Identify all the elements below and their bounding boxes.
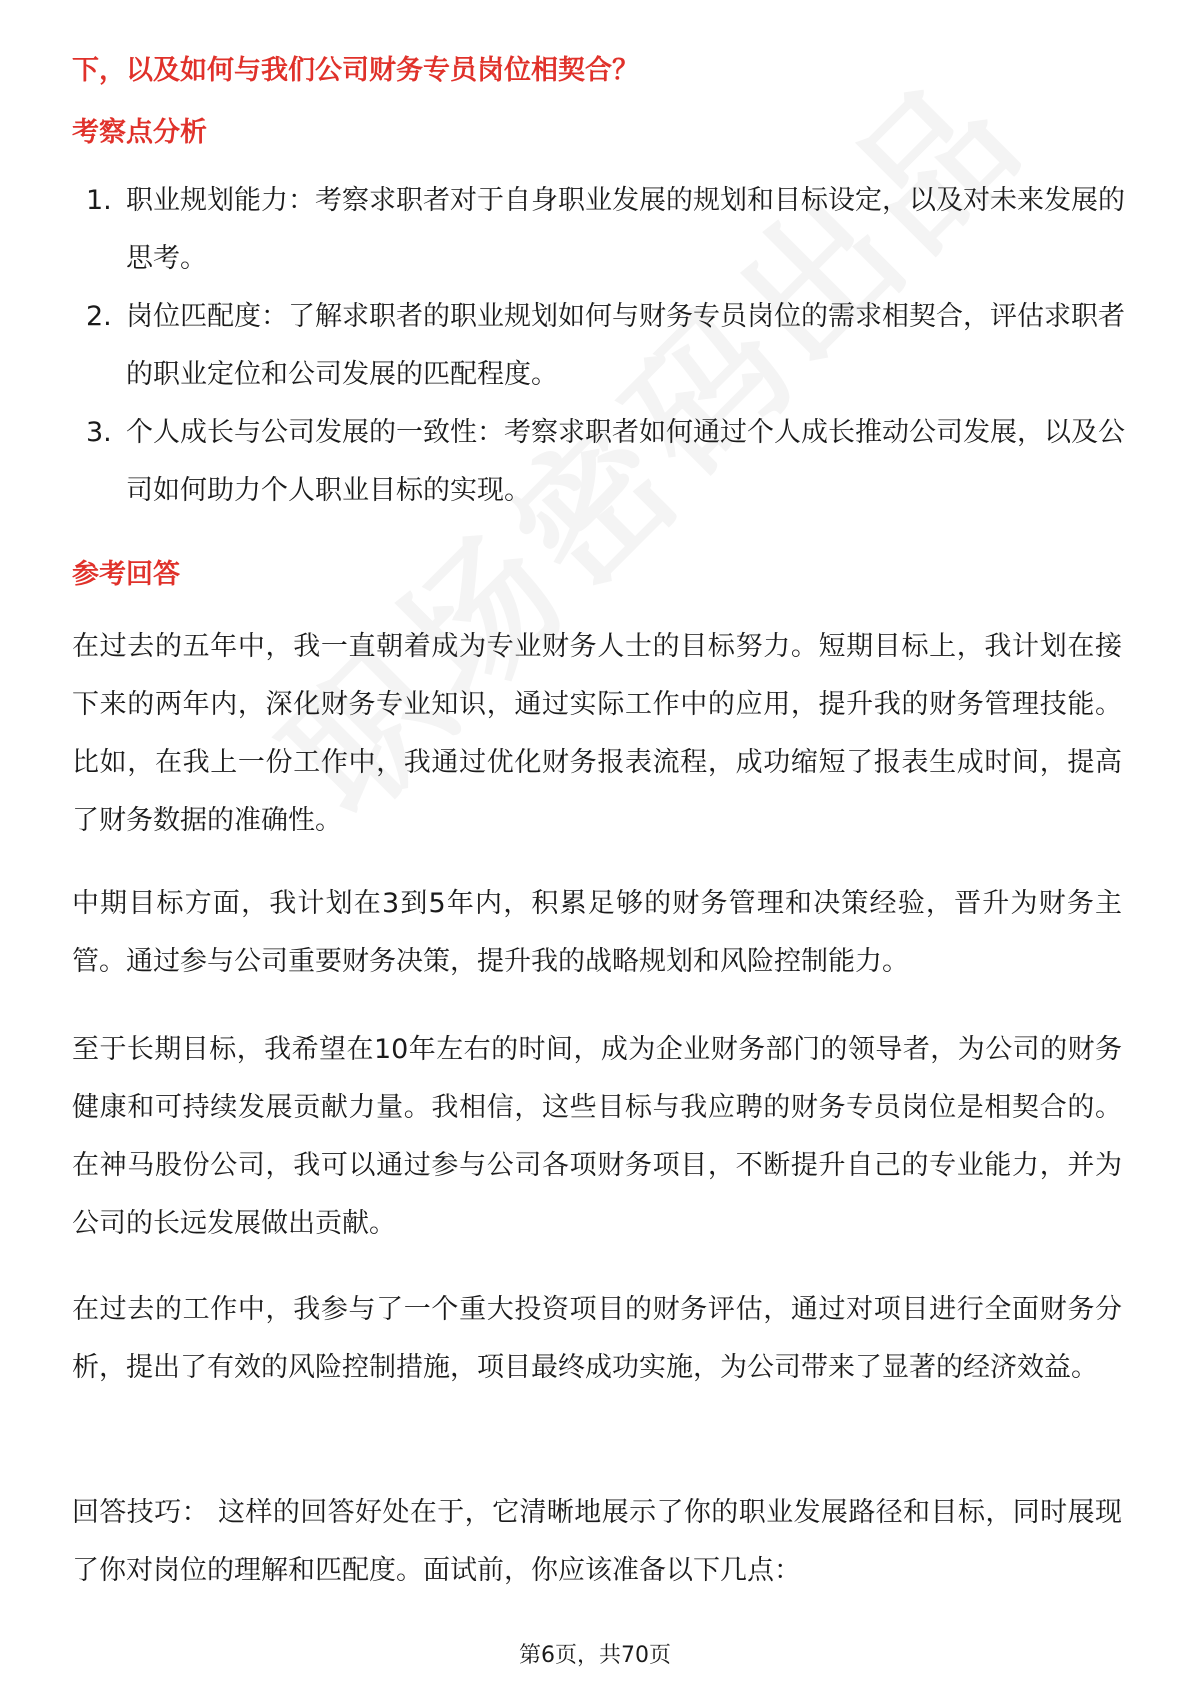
answer-paragraph: 在过去的五年中，我一直朝着成为专业财务人士的目标努力。短期目标上，我计划在接下来的两年内，深化财务专业知识，通过实际工作中的应用，提升我的财务管理技能。比如，在我上一份工作中，我通过优化财务报表流程，成功缩短了报表生成时间，提高了财务数据的准确性。 [72, 631, 1122, 836]
list-item [72, 172, 1132, 288]
list-item-text: 职业规划能力：考察求职者对于自身职业发展的规划和目标设定，以及对未来发展的思考。 [126, 185, 1125, 274]
list-item [72, 404, 1132, 520]
list-item-number: 2. [86, 301, 112, 332]
answer-paragraph: 中期目标方面，我计划在3到5年内，积累足够的财务管理和决策经验，晋升为财务主管。通过参与公司重要财务决策，提升我的战略规划和风险控制能力。 [72, 888, 1122, 977]
analysis-list [72, 172, 1132, 520]
question-heading: 下，以及如何与我们公司财务专员岗位相契合？ [72, 55, 639, 86]
analysis-title: 考察点分析 [72, 117, 207, 148]
list-item-text: 个人成长与公司发展的一致性：考察求职者如何通过个人成长推动公司发展，以及公司如何助力个人职业目标的实现。 [126, 417, 1125, 506]
list-item-text: 岗位匹配度：了解求职者的职业规划如何与财务专员岗位的需求相契合，评估求职者的职业定位和公司发展的匹配程度。 [126, 301, 1125, 390]
answer-paragraph: 在过去的工作中，我参与了一个重大投资项目的财务评估，通过对项目进行全面财务分析，提出了有效的风险控制措施，项目最终成功实施，为公司带来了显著的经济效益。 [72, 1294, 1122, 1383]
list-item [72, 288, 1132, 404]
tips-paragraph: 回答技巧： 这样的回答好处在于，它清晰地展示了你的职业发展路径和目标，同时展现了你对岗位的理解和匹配度。面试前，你应该准备以下几点： [72, 1497, 1122, 1586]
list-item-number: 1. [86, 185, 112, 216]
page-number: 第6页，共70页 [519, 1643, 671, 1668]
answer-paragraph: 至于长期目标，我希望在10年左右的时间，成为企业财务部门的领导者，为公司的财务健康和可持续发展贡献力量。我相信，这些目标与我应聘的财务专员岗位是相契合的。在神马股份公司，我可以通过参与公司各项财务项目，不断提升自己的专业能力，并为公司的长远发展做出贡献。 [72, 1034, 1122, 1239]
answer-title: 参考回答 [72, 559, 180, 590]
list-item-number: 3. [86, 417, 112, 448]
